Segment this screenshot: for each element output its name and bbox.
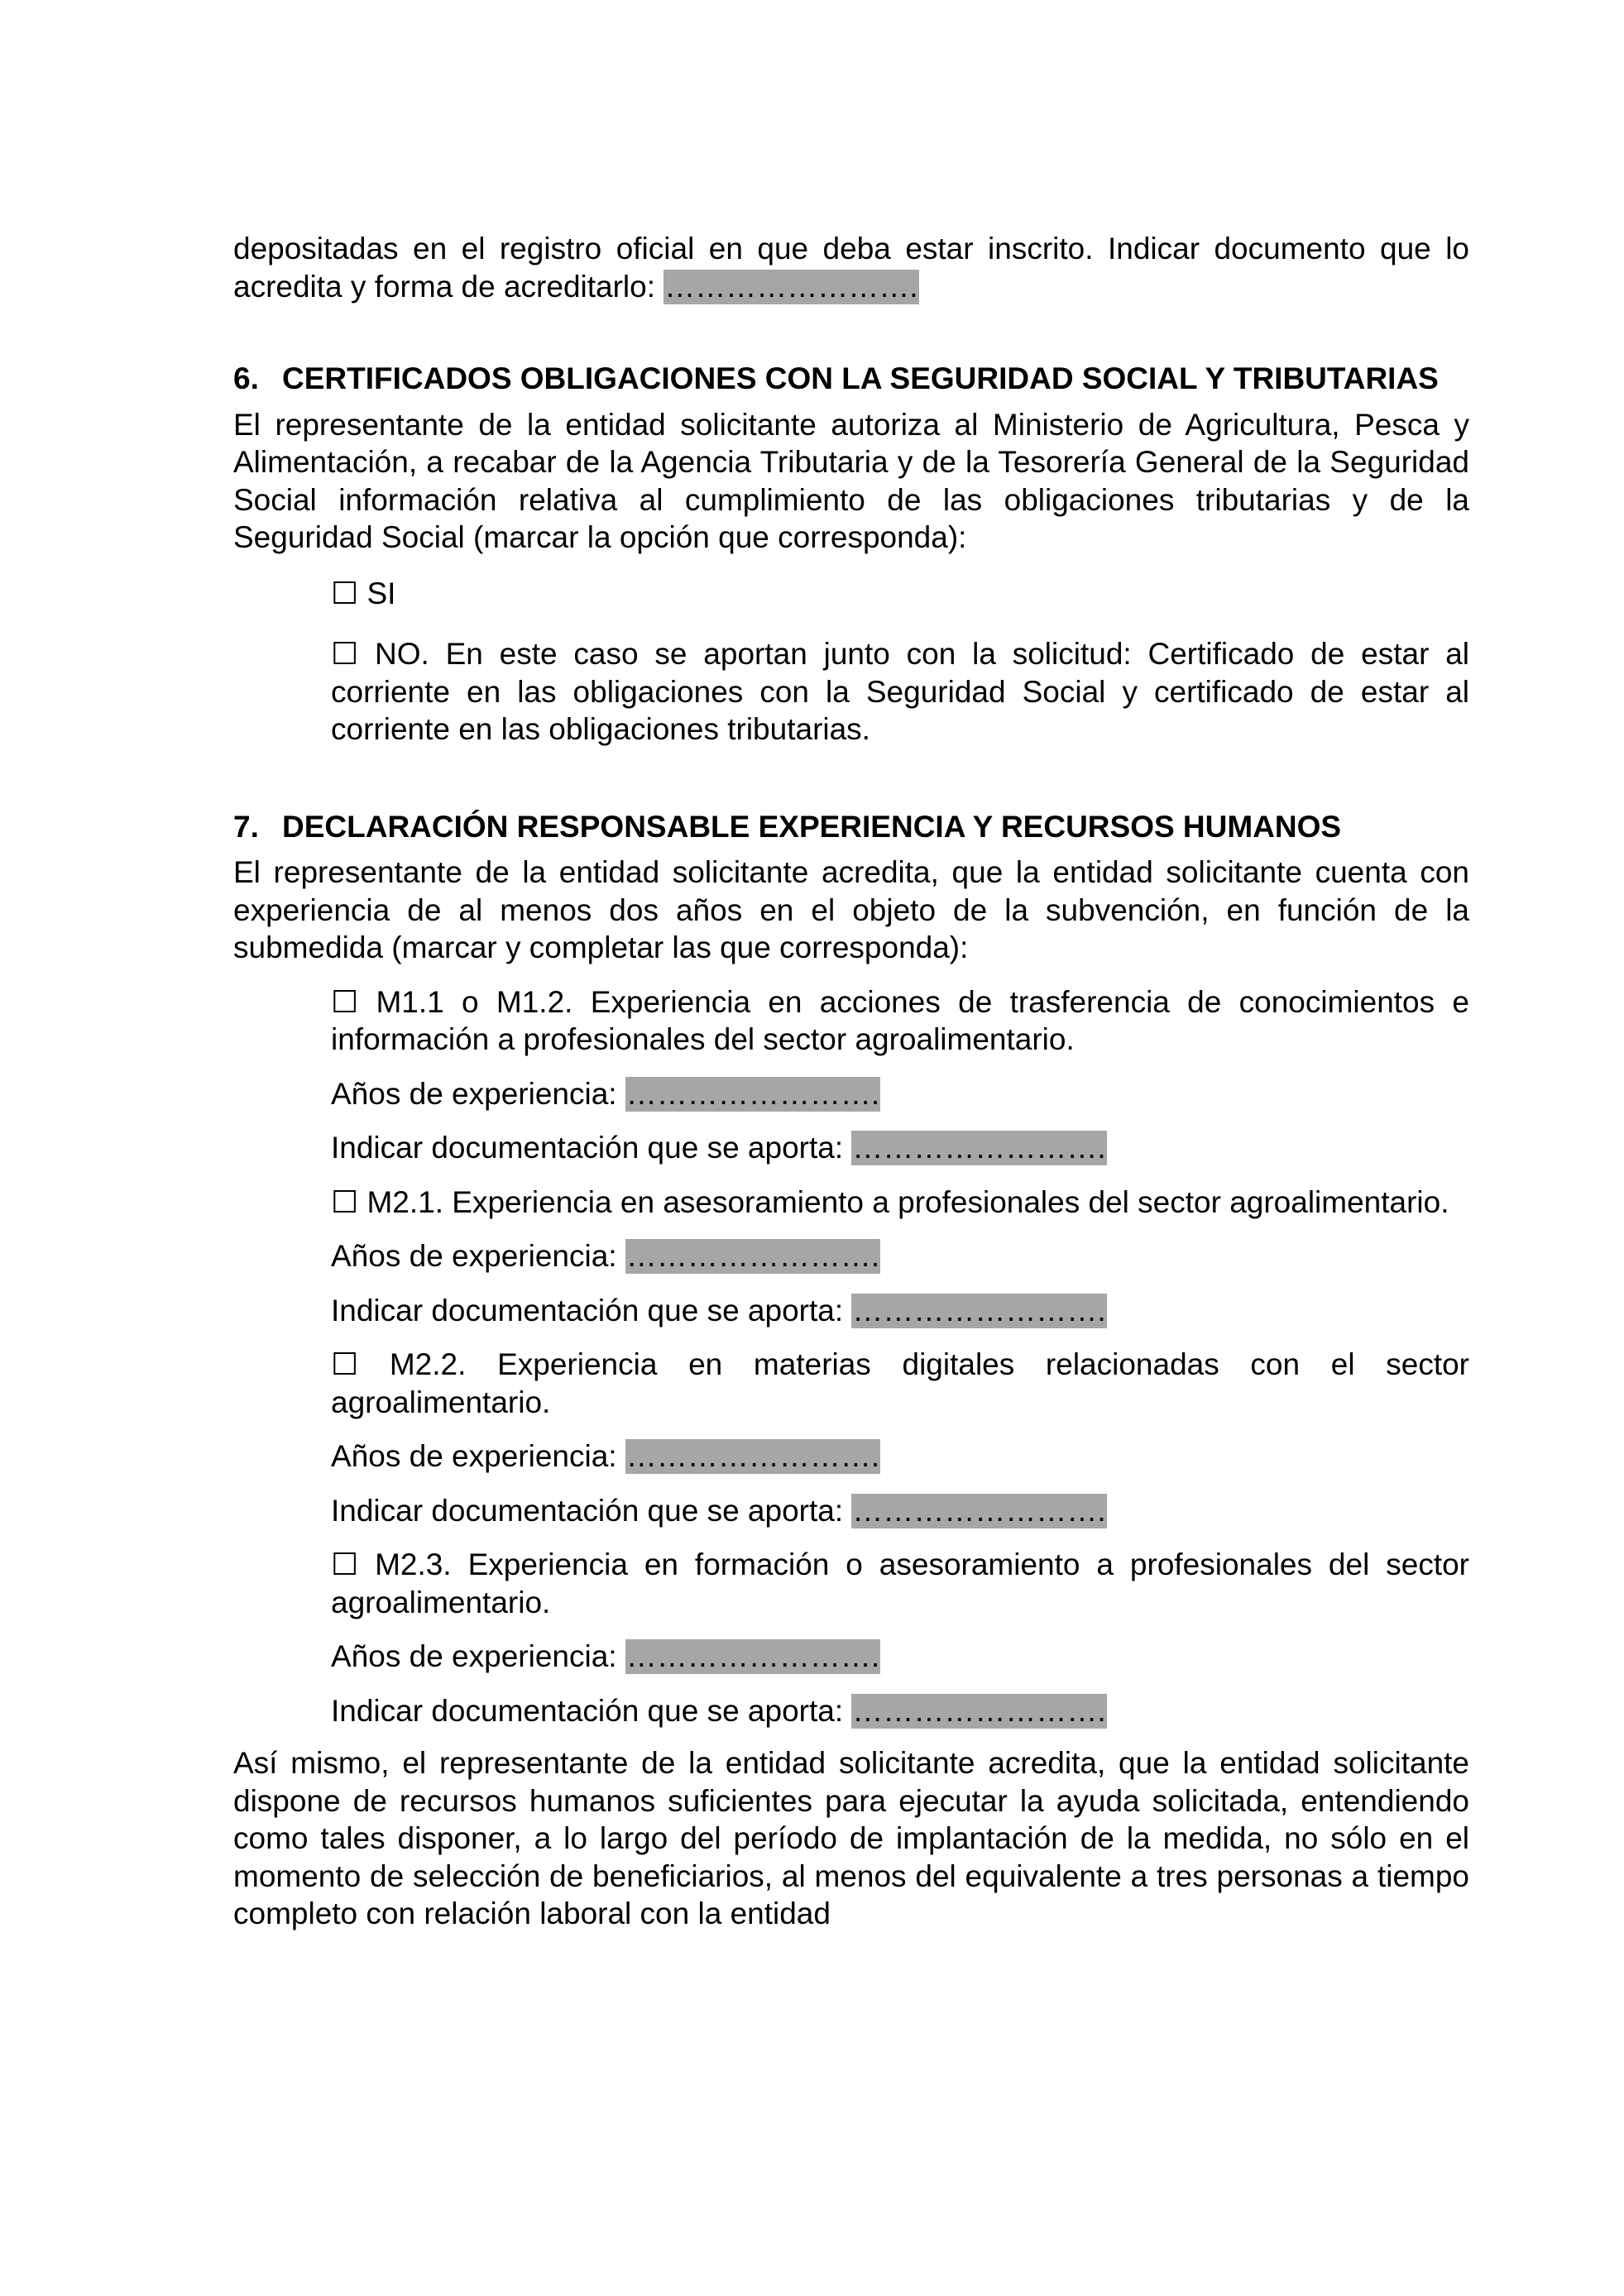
- years-label: Años de experiencia:: [331, 1639, 625, 1673]
- section-6-heading: [233, 360, 1469, 398]
- item-m22: [331, 1346, 1469, 1421]
- item-m1: [331, 983, 1469, 1059]
- item-m21-doc-row: [331, 1292, 1469, 1330]
- doc-label: Indicar documentación que se aporta:: [331, 1493, 852, 1528]
- item-m23-years-field[interactable]: …………………….: [625, 1639, 880, 1673]
- section-6-number: 6.: [233, 361, 259, 395]
- intro-paragraph: [233, 230, 1469, 305]
- years-label: Años de experiencia:: [331, 1076, 625, 1111]
- doc-label: Indicar documentación que se aporta:: [331, 1293, 852, 1327]
- years-label: Años de experiencia:: [331, 1239, 625, 1273]
- item-m21-years-row: [331, 1237, 1469, 1275]
- intro-text: depositadas en el registro oficial en que deba estar inscrito. Indicar documento que lo acredita y forma de acreditarlo:: [233, 232, 1469, 304]
- item-m22-years-row: [331, 1437, 1469, 1476]
- section-7-heading: [233, 808, 1469, 846]
- item-m1-years-field[interactable]: …………………….: [625, 1076, 880, 1111]
- section-6-title: CERTIFICADOS OBLIGACIONES CON LA SEGURIDAD SOCIAL Y TRIBUTARIAS: [282, 361, 1439, 395]
- checkbox-m21-icon[interactable]: ☐: [331, 1184, 359, 1219]
- item-m23-doc-field[interactable]: …………………….: [852, 1693, 1106, 1728]
- checkbox-si-icon[interactable]: ☐: [331, 576, 359, 610]
- item-m23-years-row: [331, 1638, 1469, 1676]
- item-m22-doc-row: [331, 1492, 1469, 1530]
- item-m1-doc-field[interactable]: …………………….: [852, 1131, 1106, 1165]
- item-m23-label: M2.3. Experiencia en formación o asesoramiento a profesionales del sector agroalimentario.: [331, 1547, 1469, 1619]
- section-7-body: El representante de la entidad solicitante acredita, que la entidad solicitante cuenta con experiencia de al menos dos años en el objeto de la subvención, en función de la submedida (marcar y completar las que corresponda):: [233, 855, 1469, 964]
- checkbox-m22-icon[interactable]: ☐: [331, 1347, 359, 1381]
- checkbox-no-icon[interactable]: ☐: [331, 637, 359, 671]
- item-m1-years-row: [331, 1075, 1469, 1113]
- years-label: Años de experiencia:: [331, 1439, 625, 1473]
- option-si-label: SI: [366, 576, 396, 610]
- section-6-body: El representante de la entidad solicitante autoriza al Ministerio de Agricultura, Pesca y Alimentación, a recabar de la Agencia Tributaria y de la Tesorería General de la Seguridad Social información relativa al cumplimiento de las obligaciones tributarias y de la Seguridad Social (marcar la opción que corresponda):: [233, 407, 1469, 554]
- item-m21-doc-field[interactable]: …………………….: [852, 1293, 1106, 1327]
- item-m1-label: M1.1 o M1.2. Experiencia en acciones de trasferencia de conocimientos e información a profesionales del sector agroalimentario.: [331, 984, 1469, 1056]
- section-7-number: 7.: [233, 809, 259, 844]
- item-m1-doc-row: [331, 1129, 1469, 1167]
- item-m22-label: M2.2. Experiencia en materias digitales relacionadas con el sector agroalimentario.: [331, 1347, 1469, 1419]
- item-m23-doc-row: [331, 1692, 1469, 1730]
- item-m21-years-field[interactable]: …………………….: [625, 1239, 880, 1273]
- item-m21: [331, 1184, 1469, 1222]
- doc-label: Indicar documentación que se aporta:: [331, 1693, 852, 1728]
- checkbox-m1-icon[interactable]: ☐: [331, 984, 359, 1019]
- item-m23: [331, 1546, 1469, 1621]
- doc-label: Indicar documentación que se aporta:: [331, 1131, 852, 1165]
- option-no-label: NO. En este caso se aportan junto con la solicitud: Certificado de estar al corriente en las obligaciones con la Seguridad Social y certificado de estar al corriente en las obligaciones tributarias.: [331, 637, 1470, 746]
- item-m21-label: M2.1. Experiencia en asesoramiento a profesionales del sector agroalimentario.: [366, 1184, 1449, 1219]
- item-m22-doc-field[interactable]: …………………….: [852, 1493, 1106, 1528]
- checkbox-m23-icon[interactable]: ☐: [331, 1547, 359, 1581]
- section-7-title: DECLARACIÓN RESPONSABLE EXPERIENCIA Y RECURSOS HUMANOS: [282, 809, 1342, 844]
- option-no: [331, 635, 1469, 749]
- option-si: [331, 575, 1469, 613]
- intro-document-field[interactable]: …………………….: [664, 269, 918, 304]
- page-content: [233, 230, 1469, 1933]
- section-7-closing: Así mismo, el representante de la entidad solicitante acredita, que la entidad solicitante dispone de recursos humanos suficientes para ejecutar la ayuda solicitada, entendiendo como tales disponer, a lo largo del período de implantación de la medida, no sólo en el momento de selección de beneficiarios, al menos del equivalente a tres personas a tiempo completo con relación laboral con la entidad: [233, 1746, 1469, 1930]
- item-m22-years-field[interactable]: …………………….: [625, 1439, 880, 1473]
